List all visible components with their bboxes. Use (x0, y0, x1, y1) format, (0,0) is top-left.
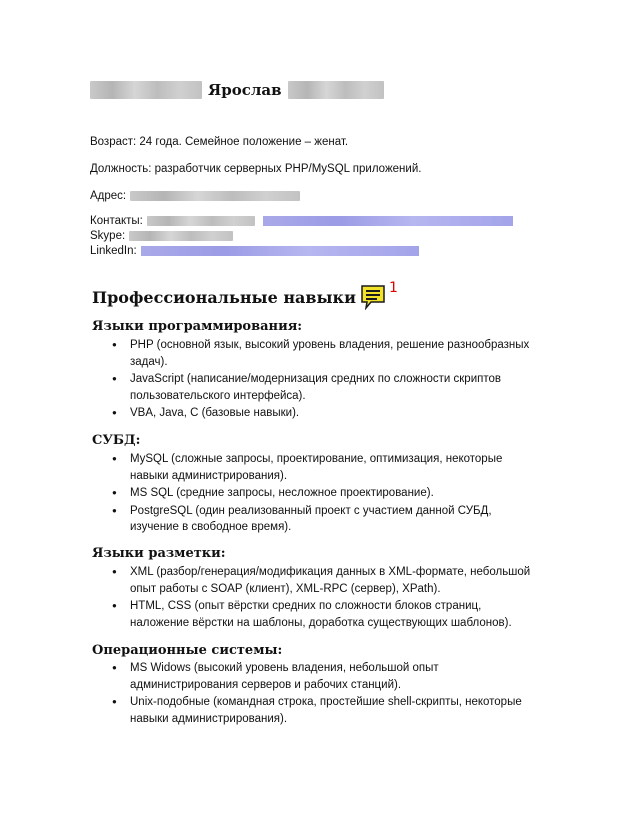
name-heading (90, 78, 384, 102)
address-label: Адрес: (90, 190, 127, 202)
list-item: ● MySQL (сложные запросы, проектирование, оптимизация, некоторые навыки администрирования). (112, 451, 542, 484)
list-item: ● PostgreSQL (один реализованный проект с участием данной СУБД, изучение в свободное время). (112, 503, 542, 536)
address-line (90, 189, 300, 203)
contacts-label: Контакты: (90, 215, 143, 227)
redacted-last-name (288, 81, 384, 99)
category-title-os: Операционные системы: (92, 643, 283, 658)
comment-bubble-icon[interactable] (360, 284, 386, 310)
programming-list (112, 337, 542, 423)
comment-number: 1 (388, 280, 398, 296)
list-item: ● PHP (основной язык, высокий уровень владения, решение разнообразных задач). (112, 337, 542, 370)
comment-note[interactable] (360, 280, 398, 310)
redacted-contacts (147, 216, 255, 226)
position-line: Должность: разработчик серверных PHP/MySQL приложений. (90, 163, 422, 175)
list-item: ● JavaScript (написание/модернизация средних по сложности скриптов пользовательского интерфейса). (112, 371, 542, 404)
contacts-line (90, 214, 513, 228)
list-item: ● HTML, CSS (опыт вёрстки средних по сложности блоков страниц, наложение вёрстки на шаблоны, доработка существующих шаблонов). (112, 598, 542, 631)
redacted-linkedin-link[interactable] (141, 246, 419, 256)
list-item: ● VBA, Java, C (базовые навыки). (112, 405, 542, 422)
redacted-contacts-link[interactable] (263, 216, 513, 226)
list-item: ● Unix-подобные (командная строка, простейшие shell-скрипты, некоторые навыки администрирования). (112, 694, 542, 727)
list-item: ● MS SQL (средние запросы, несложное проектирование). (112, 485, 542, 502)
name-text: Ярослав (208, 81, 282, 99)
list-item: ● MS Widows (высокий уровень владения, небольшой опыт администрирования серверов и рабочих станций). (112, 660, 542, 693)
section-title (92, 280, 398, 310)
redacted-address (130, 191, 300, 201)
category-title-dbms: СУБД: (92, 433, 141, 448)
dbms-list (112, 451, 542, 537)
list-item: ● XML (разбор/генерация/модификация данных в XML-формате, небольшой опыт работы с SOAP (клиент), XML-RPC (сервер), XPath). (112, 564, 542, 597)
section-title-text: Профессиональные навыки (92, 287, 356, 307)
category-title-markup: Языки разметки: (92, 546, 226, 561)
linkedin-label: LinkedIn: (90, 245, 137, 257)
os-list (112, 660, 542, 728)
redacted-first-name (90, 81, 202, 99)
redacted-skype (129, 231, 233, 241)
category-title-programming: Языки программирования: (92, 319, 303, 334)
skype-label: Skype: (90, 230, 126, 242)
linkedin-line (90, 244, 419, 258)
age-line: Возраст: 24 года. Семейное положение – женат. (90, 136, 349, 148)
markup-list (112, 564, 542, 632)
skype-line (90, 229, 233, 243)
